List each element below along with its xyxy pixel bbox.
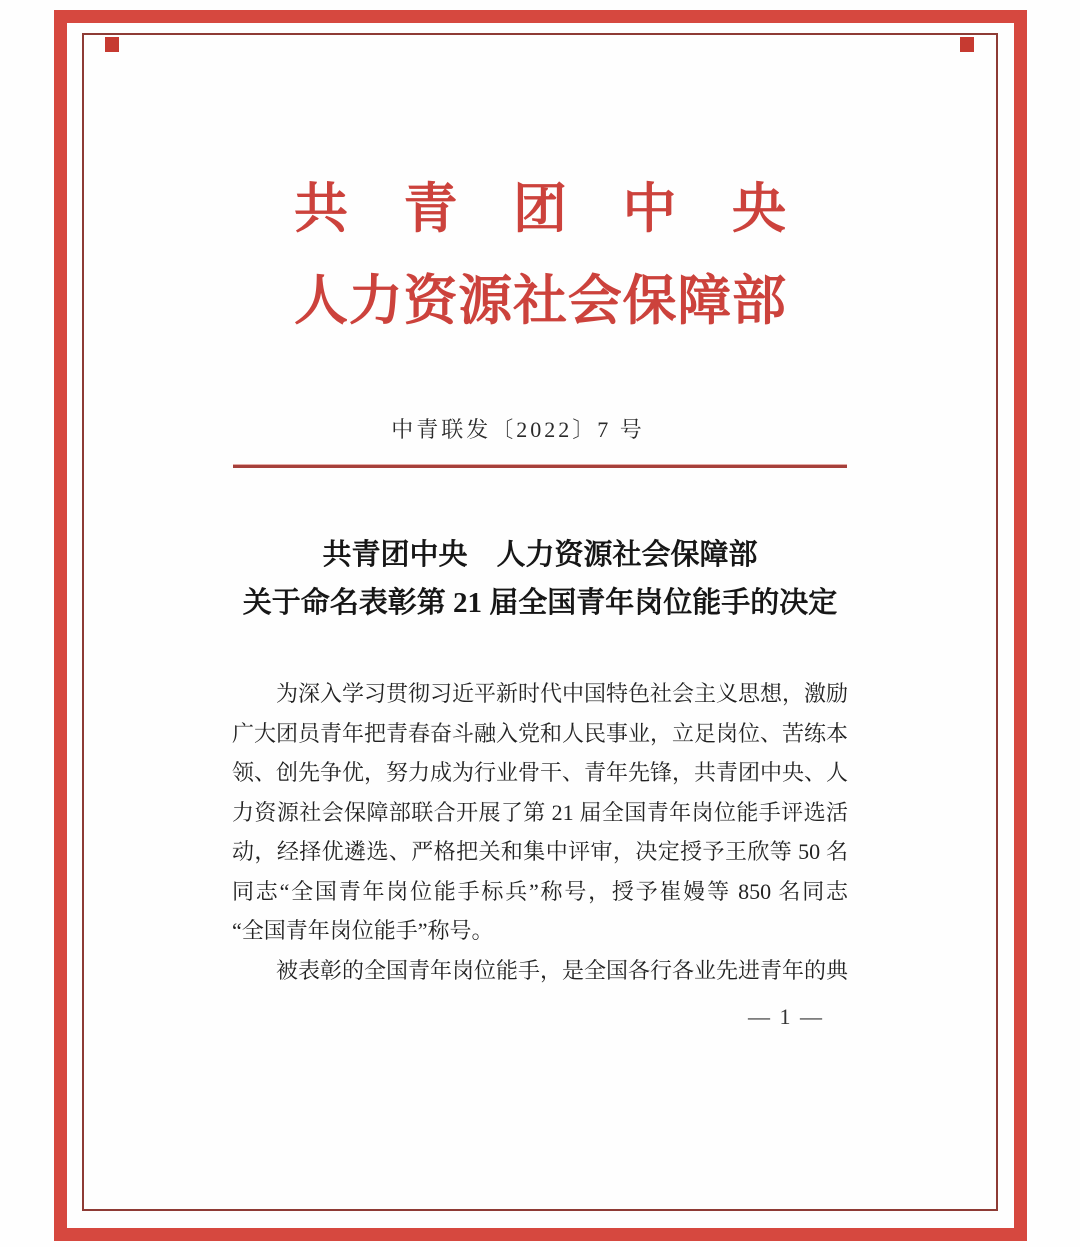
- corner-mark-icon: [960, 37, 974, 52]
- body-line: 力资源社会保障部联合开展了第 21 届全国青年岗位能手评选活: [232, 799, 848, 825]
- issuing-organizations: [294, 163, 786, 347]
- org-name-line2: 人力资源社会保障部: [294, 271, 786, 331]
- page-number: — 1 —: [748, 1004, 824, 1029]
- body-line: “全国青年岗位能手”称号。: [232, 918, 494, 943]
- body-line: 被表彰的全国青年岗位能手，是全国各行各业先进青年的典: [276, 957, 848, 983]
- body-line: 动，经择优遴选、严格把关和集中评审，决定授予王欣等 50 名: [232, 839, 848, 864]
- document-title-line1: 共青团中央 人力资源社会保障部: [322, 539, 758, 571]
- org-name-line1: 共青团中央: [294, 179, 786, 239]
- corner-mark-icon: [105, 37, 119, 52]
- body-line: 同志“全国青年岗位能手标兵”称号，授予崔嫚等 850 名同志: [232, 878, 848, 904]
- document-title-line2: 关于命名表彰第 21 届全国青年岗位能手的决定: [242, 587, 838, 619]
- body-line: 领、创先争优，努力成为行业骨干、青年先锋，共青团中央、人: [232, 760, 848, 785]
- header-divider-rule: [233, 464, 847, 468]
- document-title: [82, 531, 998, 627]
- body-line: 广大团员青年把青春奋斗融入党和人民事业，立足岗位、苦练本: [232, 720, 848, 746]
- document-body: [232, 674, 848, 990]
- document-number: 中青联发〔2022〕7 号: [391, 417, 645, 442]
- body-line: 为深入学习贯彻习近平新时代中国特色社会主义思想，激励: [276, 681, 848, 706]
